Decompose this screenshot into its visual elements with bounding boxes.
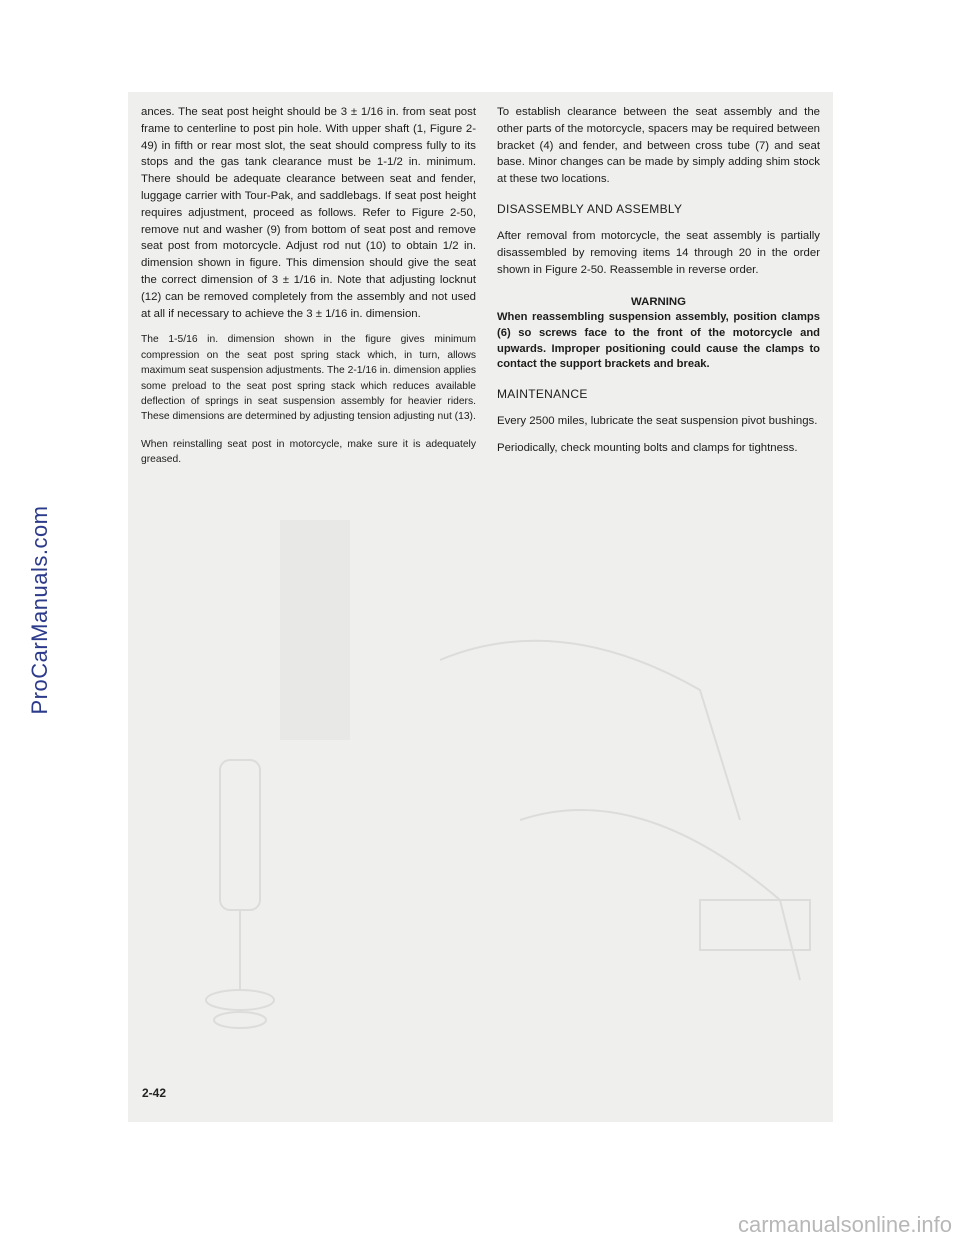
ghost-frame [520, 810, 800, 980]
show-through-figure [140, 520, 830, 1080]
watermark-procarmanuals: ProCarManuals.com [27, 505, 52, 715]
ghost-nut [214, 1012, 266, 1028]
heading-maintenance: MAINTENANCE [497, 386, 588, 401]
heading-disassembly: DISASSEMBLY AND ASSEMBLY [497, 201, 683, 216]
ghost-label-box [700, 900, 810, 950]
left-paragraph-greased: When reinstalling seat post in motorcycle, make sure it is adequately greased. [141, 438, 476, 466]
left-paragraph-seat-post-height: ances. The seat post height should be 3 ± 1/16 in. from seat post frame to centerline to post pin hole. With upper shaft (1, Figure 2-49) in fifth or rear most slot, the seat should compress fully to its stops and the gas tank clearance must be 1-1/2 in. minimum. There should be adequate clearance between seat and fender, luggage carrier with Tour-Pak, and saddlebags. If seat post height requires adjustment, proceed as follows. Refer to Figure 2-50, remove nut and washer (9) from bottom of seat post and remove seat post from motorcycle. Adjust rod nut (10) to obtain 1/2 in. dimension shown in figure. This dimension should give the seat the correct dimension of 3 ± 1/16 in. Note that adjusting locknut (12) can be removed completely from the assembly and not used at all if necessary to achieve the 3 ± 1/16 in. dimension. [141, 106, 476, 320]
left-paragraph-dimensions: The 1-5/16 in. dimension shown in the figure gives minimum compression on the seat post spring stack which, in turn, allows maximum seat suspension adjustments. The 2-1/16 in. dimension applies some preload to the seat post spring stack which reduces available deflection of springs in seat suspension assembly for heavier riders. These dimensions are determined by adjusting tension adjusting nut (13). [141, 334, 476, 423]
page-number: 2-42 [142, 1086, 167, 1100]
ghost-bracket [440, 641, 740, 820]
ghost-parts-list [280, 520, 350, 740]
right-paragraph-clearance: To establish clearance between the seat assembly and the other parts of the motorcycle, spacers may be required between bracket (4) and fender, and between cross tube (7) and seat base. Minor changes can be made by simply adding shim stock at these two locations. [497, 106, 820, 186]
warning-title: WARNING [630, 296, 687, 309]
right-column [497, 104, 820, 466]
right-paragraph-check-bolts: Periodically, check mounting bolts and clamps for tightness. [497, 441, 798, 454]
ghost-spring [220, 760, 260, 910]
left-column [141, 104, 476, 480]
warning-body: When reassembling suspension assembly, position clamps (6) so screws face to the front of the motorcycle and upwards. Improper positioning could cause the clamps to contact the support brackets and break. [497, 311, 820, 371]
ghost-washer [206, 990, 274, 1010]
right-paragraph-disassembly: After removal from motorcycle, the seat assembly is partially disassembled by removing items 14 through 20 in the order shown in Figure 2-50. Reassemble in reverse order. [497, 229, 820, 276]
watermark-carmanualsonline: carmanualsonline.info [737, 1212, 952, 1237]
right-paragraph-lubricate: Every 2500 miles, lubricate the seat suspension pivot bushings. [497, 414, 818, 427]
